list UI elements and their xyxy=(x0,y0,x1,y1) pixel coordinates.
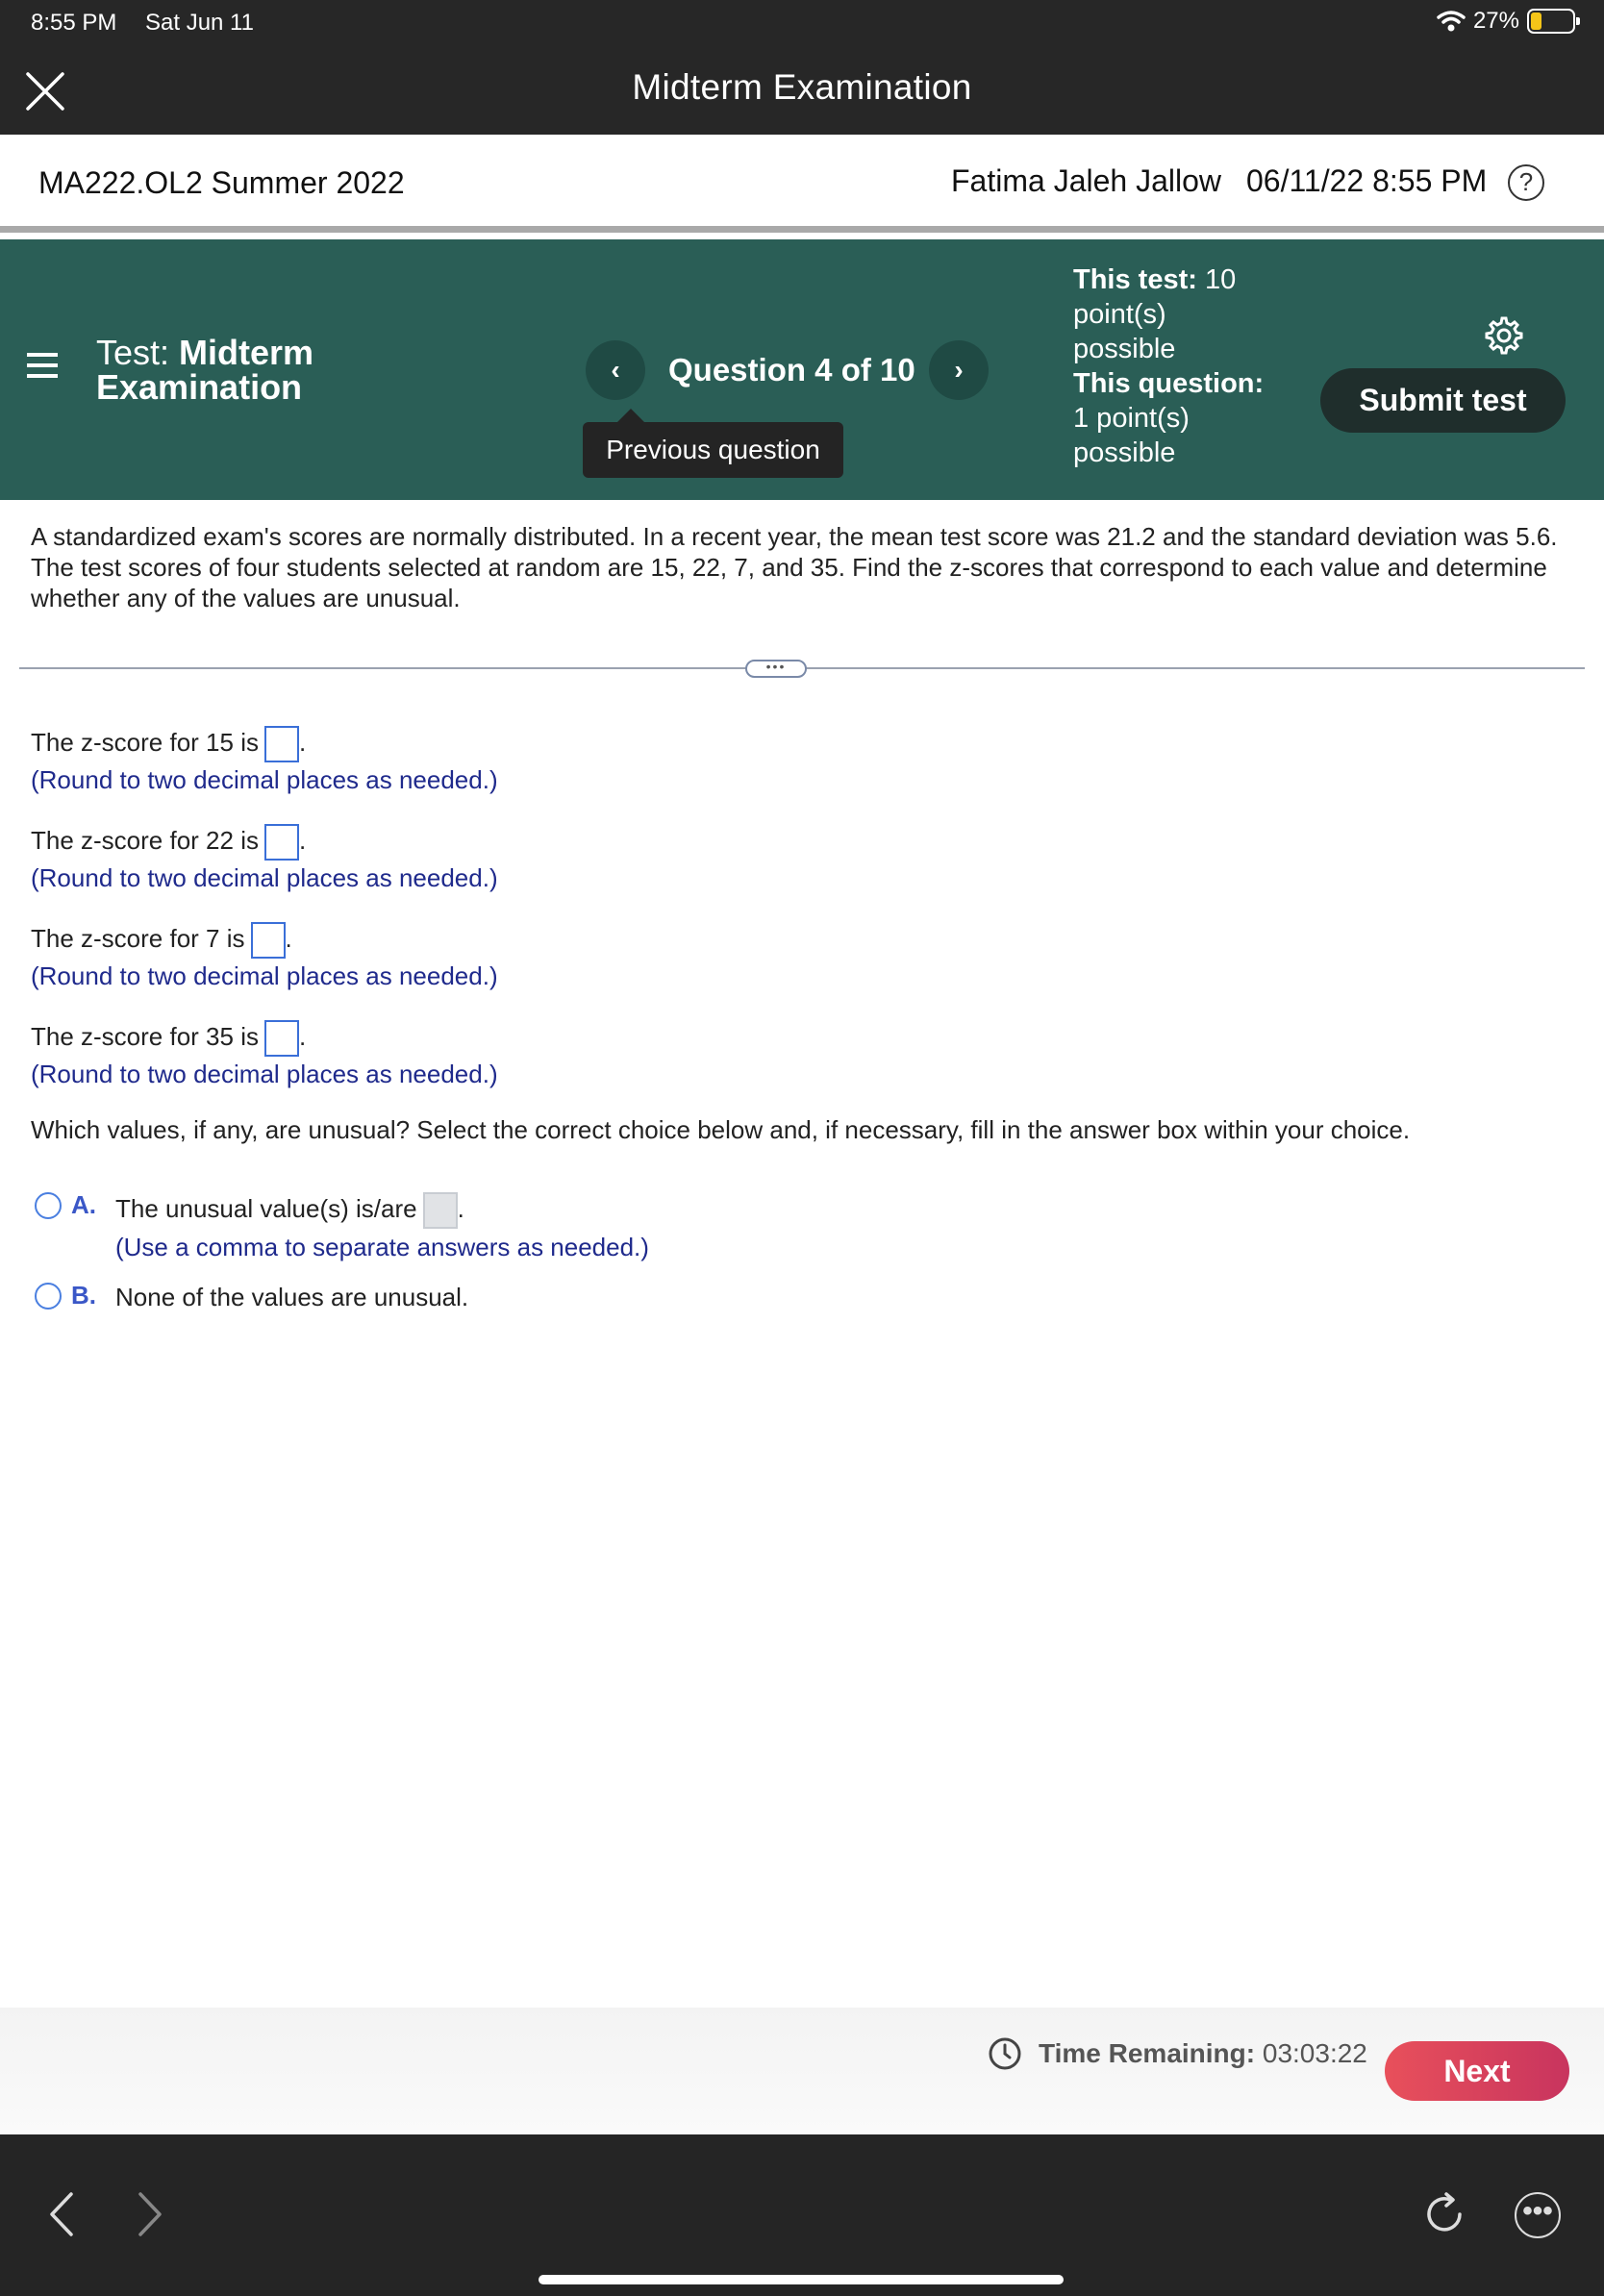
zscore-input-7[interactable] xyxy=(251,922,286,959)
zscore-row-22 xyxy=(31,822,306,861)
test-toolbar xyxy=(0,239,1604,500)
zscore-hint-22: (Round to two decimal places as needed.) xyxy=(31,863,498,892)
period: . xyxy=(457,1193,464,1223)
browser-forward-icon[interactable] xyxy=(135,2190,165,2238)
test-title xyxy=(96,333,314,407)
zscore-hint-35: (Round to two decimal places as needed.) xyxy=(31,1060,498,1088)
help-icon[interactable]: ? xyxy=(1508,164,1544,201)
this-question-label: This question: xyxy=(1073,368,1265,399)
course-name: MA222.OL2 Summer 2022 xyxy=(38,165,405,200)
this-test-value-2: point(s) xyxy=(1073,299,1166,330)
student-name: Fatima Jaleh Jallow xyxy=(951,163,1221,198)
time-remaining xyxy=(1039,2038,1367,2069)
zscore-input-15[interactable] xyxy=(264,726,299,762)
status-time: 8:55 PM xyxy=(31,10,117,36)
zscore-row-15 xyxy=(31,724,306,762)
current-datetime: 06/11/22 8:55 PM xyxy=(1246,163,1488,198)
reload-icon[interactable] xyxy=(1421,2190,1469,2238)
window-title: Midterm Examination xyxy=(632,67,972,107)
this-test-label: This test: xyxy=(1073,264,1197,295)
period: . xyxy=(285,924,292,953)
question-text: A standardized exam's scores are normally distributed. In a recent year, the mean test score was 21.2 and the standard deviation was 5.6. The test scores of four students selected at random are 15, 22, 7, and 35. Find the z-scores that correspond to each value and determine whether any of the values are unusual. xyxy=(31,522,1558,612)
time-remaining-value: 03:03:22 xyxy=(1262,2038,1367,2068)
zscore-input-22[interactable] xyxy=(264,824,299,861)
more-options-icon[interactable]: ••• xyxy=(1515,2192,1561,2238)
this-test-value-1: 10 xyxy=(1204,264,1237,295)
choice-b-text: None of the values are unusual. xyxy=(115,1283,469,1311)
zscore-hint-7: (Round to two decimal places as needed.) xyxy=(31,961,498,990)
choice-b-letter: B. xyxy=(71,1281,96,1310)
test-name-line1: Midterm xyxy=(179,333,314,372)
choice-a-text: The unusual value(s) is/are xyxy=(115,1193,417,1223)
choice-b-radio[interactable] xyxy=(35,1283,62,1310)
status-indicators xyxy=(1437,8,1575,35)
battery-level xyxy=(1531,12,1541,30)
this-question-value-2: possible xyxy=(1073,437,1176,468)
battery-percent: 27% xyxy=(1472,8,1519,34)
points-info xyxy=(1073,262,1266,470)
submit-test-button[interactable]: Submit test xyxy=(1320,368,1566,433)
time-remaining-label: Time Remaining: xyxy=(1039,2038,1256,2068)
next-button[interactable]: Next xyxy=(1385,2041,1569,2101)
menu-icon[interactable] xyxy=(27,353,58,382)
unusual-values-prompt: Which values, if any, are unusual? Select the correct choice below and, if necessary, fill in the answer box within your choice. xyxy=(31,1115,1411,1144)
period: . xyxy=(298,1022,307,1051)
zscore-label-7: The z-score for 7 is xyxy=(31,924,245,953)
expand-handle[interactable]: ••• xyxy=(745,660,807,678)
this-question-value-1: 1 point(s) xyxy=(1073,403,1190,434)
browser-bar xyxy=(0,2134,1604,2296)
test-name-line2: Examination xyxy=(96,367,303,407)
period: . xyxy=(298,826,307,855)
choice-a-letter: A. xyxy=(71,1190,96,1219)
zscore-label-22: The z-score for 22 is xyxy=(31,826,259,855)
zscore-hint-15: (Round to two decimal places as needed.) xyxy=(31,765,498,794)
wifi-icon xyxy=(1437,10,1466,33)
zscore-label-15: The z-score for 15 is xyxy=(31,728,259,757)
previous-question-tooltip: Previous question xyxy=(583,422,843,478)
status-date: Sat Jun 11 xyxy=(145,10,254,36)
battery-icon xyxy=(1527,9,1575,34)
zscore-label-35: The z-score for 35 is xyxy=(31,1022,259,1051)
zscore-row-35 xyxy=(31,1018,306,1057)
next-question-button[interactable]: › xyxy=(929,340,989,400)
home-indicator[interactable] xyxy=(539,2275,1064,2284)
test-prefix: Test: xyxy=(96,333,170,372)
choice-a-radio[interactable] xyxy=(35,1192,62,1219)
unusual-values-input[interactable] xyxy=(423,1192,458,1229)
this-test-value-3: possible xyxy=(1073,334,1176,364)
choice-a-text-wrap xyxy=(115,1192,464,1229)
browser-back-icon[interactable] xyxy=(46,2190,77,2238)
period: . xyxy=(298,728,307,757)
choice-a-hint: (Use a comma to separate answers as needed.) xyxy=(115,1233,649,1261)
zscore-input-35[interactable] xyxy=(264,1020,299,1057)
top-bar xyxy=(0,0,1604,135)
zscore-row-7 xyxy=(31,920,292,959)
settings-gear-icon[interactable] xyxy=(1485,316,1523,355)
course-header xyxy=(0,135,1604,233)
previous-question-button[interactable]: ‹ xyxy=(586,340,645,400)
question-counter[interactable]: Question 4 of 10 xyxy=(668,352,915,387)
footer-bar xyxy=(0,2008,1604,2134)
clock-icon xyxy=(988,2036,1022,2071)
